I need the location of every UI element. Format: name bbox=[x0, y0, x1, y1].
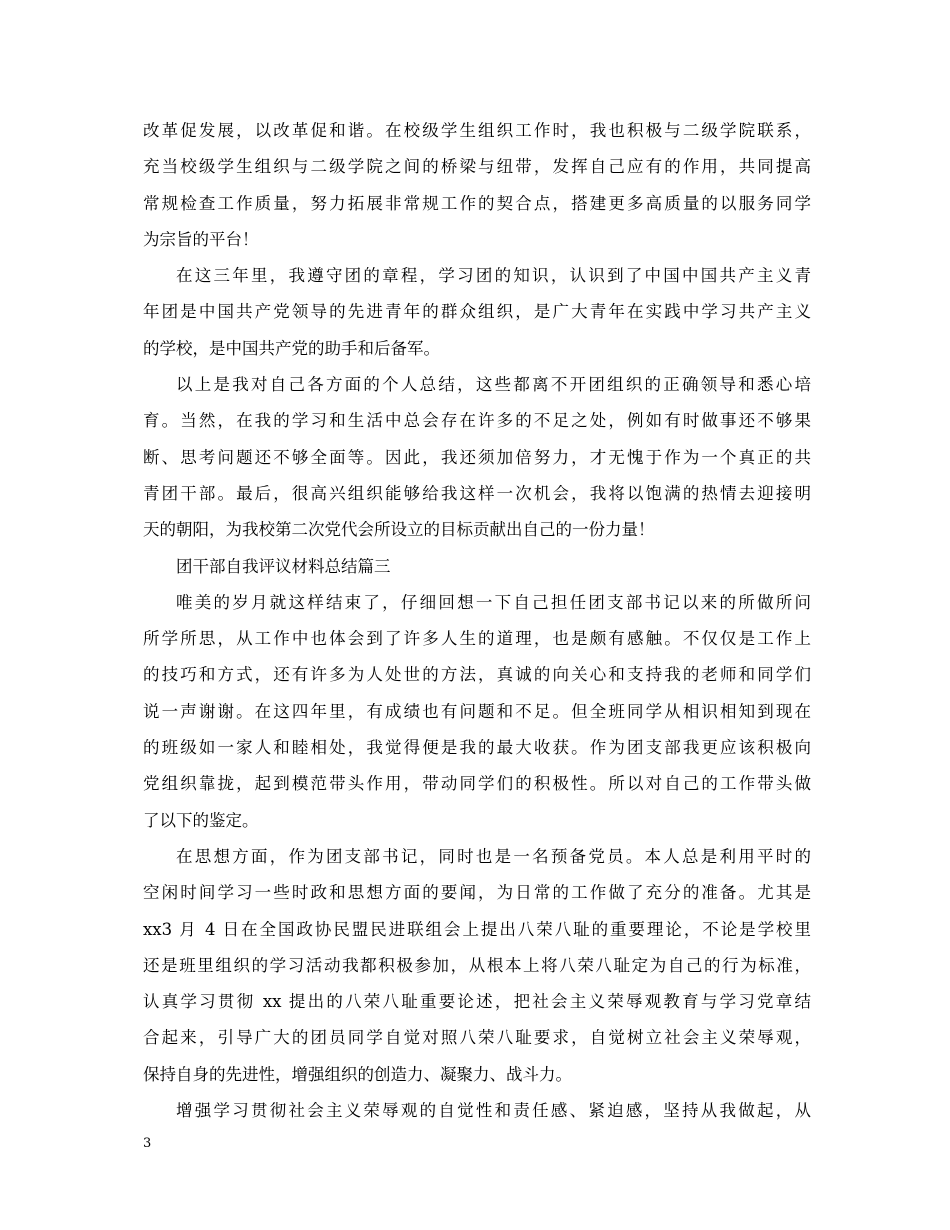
text-line: 常规检查工作质量，努力拓展非常规工作的契合点，搭建更多高质量的以服务同学 bbox=[143, 193, 811, 213]
text-line: 增强学习贯彻社会主义荣辱观的自觉性和责任感、紧迫感，坚持从我做起，从 bbox=[176, 1101, 811, 1121]
text-line: 育。当然，在我的学习和生活中总会存在许多的不足之处，例如有时做事还不够果 bbox=[143, 411, 811, 431]
text-line: 天的朝阳，为我校第二次党代会所设立的目标贡献出自己的一份力量！ bbox=[143, 520, 655, 540]
page-number: 3 bbox=[143, 1136, 152, 1151]
text-line: 空闲时间学习一些时政和思想方面的要闻，为日常的工作做了充分的准备。尤其是 bbox=[143, 883, 811, 903]
text-line: 认真学习贯彻 xx 提出的八荣八耻重要论述，把社会主义荣辱观教育与学习党章结 bbox=[143, 992, 811, 1012]
text-line: 在这三年里，我遵守团的章程，学习团的知识，认识到了中国中国共产主义青 bbox=[176, 266, 811, 286]
text-line: 在思想方面，作为团支部书记，同时也是一名预备党员。本人总是利用平时的 bbox=[176, 846, 811, 866]
text-line: xx3 月 4 日在全国政协民盟民进联组会上提出八荣八耻的重要理论，不论是学校里 bbox=[143, 919, 811, 939]
text-line: 的学校，是中国共产党的助手和后备军。 bbox=[143, 338, 440, 358]
body-text bbox=[143, 113, 811, 1129]
text-line: 年团是中国共产党领导的先进青年的群众组织，是广大青年在实践中学习共产主义 bbox=[143, 302, 811, 322]
text-line: 的技巧和方式，还有许多为人处世的方法，真诚的向关心和支持我的老师和同学们 bbox=[143, 665, 811, 685]
text-line: 以上是我对自己各方面的个人总结，这些都离不开团组织的正确领导和悉心培 bbox=[176, 375, 811, 395]
text-line: 为宗旨的平台！ bbox=[143, 229, 259, 249]
text-line: 唯美的岁月就这样结束了，仔细回想一下自己担任团支部书记以来的所做所问 bbox=[176, 592, 811, 612]
text-line: 断、思考问题还不够全面等。因此，我还须加倍努力，才无愧于作为一个真正的共 bbox=[143, 447, 811, 467]
text-line: 合起来，引导广大的团员同学自觉对照八荣八耻要求，自觉树立社会主义荣辱观， bbox=[143, 1028, 811, 1048]
text-line: 了以下的鉴定。 bbox=[143, 810, 259, 830]
text-line: 的班级如一家人和睦相处，我觉得便是我的最大收获。作为团支部我更应该积极向 bbox=[143, 738, 811, 758]
text-line: 保持自身的先进性，增强组织的创造力、凝聚力、战斗力。 bbox=[143, 1064, 572, 1084]
text-line: 说一声谢谢。在这四年里，有成绩也有问题和不足。但全班同学从相识相知到现在 bbox=[143, 701, 811, 721]
text-line: 党组织靠拢，起到模范带头作用，带动同学们的积极性。所以对自己的工作带头做 bbox=[143, 774, 811, 794]
text-line: 所学所思，从工作中也体会到了许多人生的道理，也是颇有感触。不仅仅是工作上 bbox=[143, 629, 811, 649]
text-line: 团干部自我评议材料总结篇三 bbox=[176, 556, 391, 576]
text-line: 还是班里组织的学习活动我都积极参加，从根本上将八荣八耻定为自己的行为标准， bbox=[143, 955, 811, 975]
text-line: 充当校级学生组织与二级学院之间的桥梁与纽带，发挥自己应有的作用，共同提高 bbox=[143, 157, 811, 177]
text-line: 青团干部。最后，很高兴组织能够给我这样一次机会，我将以饱满的热情去迎接明 bbox=[143, 483, 811, 503]
text-line: 改革促发展，以改革促和谐。在校级学生组织工作时，我也积极与二级学院联系， bbox=[143, 121, 811, 140]
